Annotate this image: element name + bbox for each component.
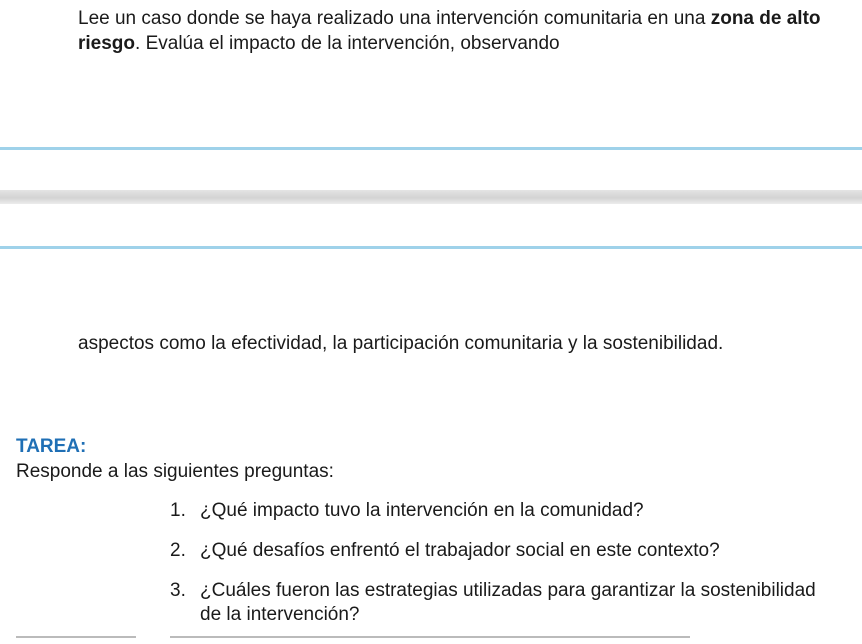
- question-text: ¿Qué impacto tuvo la intervención en la comunidad?: [200, 500, 644, 521]
- question-number: 2.: [170, 540, 186, 561]
- paragraph-text-continued: . Evalúa el impacto de la intervención, observando: [135, 33, 560, 54]
- page-divider: [0, 140, 862, 258]
- question-number: 3.: [170, 580, 186, 601]
- divider-line-blue-bottom: [0, 246, 862, 249]
- question-number: 1.: [170, 500, 186, 521]
- question-item: [170, 579, 830, 627]
- bold-phrase: zona de alto riesgo: [78, 8, 821, 54]
- question-text: ¿Cuáles fueron las estrategias utilizadas para garantizar la sostenibilidad de la intervención?: [200, 580, 816, 625]
- question-item: [170, 539, 830, 563]
- section-heading-tarea: TAREA:: [16, 436, 87, 457]
- cut-off-text-bottom: [0, 632, 862, 644]
- instructions-paragraph-1: [78, 6, 838, 56]
- tarea-intro: Responde a las siguientes preguntas:: [16, 461, 334, 482]
- instructions-paragraph-2: aspectos como la efectividad, la participación comunitaria y la sostenibilidad.: [78, 333, 724, 354]
- divider-line-blue-top: [0, 147, 862, 150]
- question-text: ¿Qué desafíos enfrentó el trabajador social en este contexto?: [200, 540, 720, 561]
- divider-line-grey: [0, 190, 862, 204]
- question-item: [170, 499, 830, 523]
- paragraph-text: Lee un caso donde se haya realizado una intervención comunitaria en una: [78, 8, 711, 29]
- question-list: [170, 499, 830, 643]
